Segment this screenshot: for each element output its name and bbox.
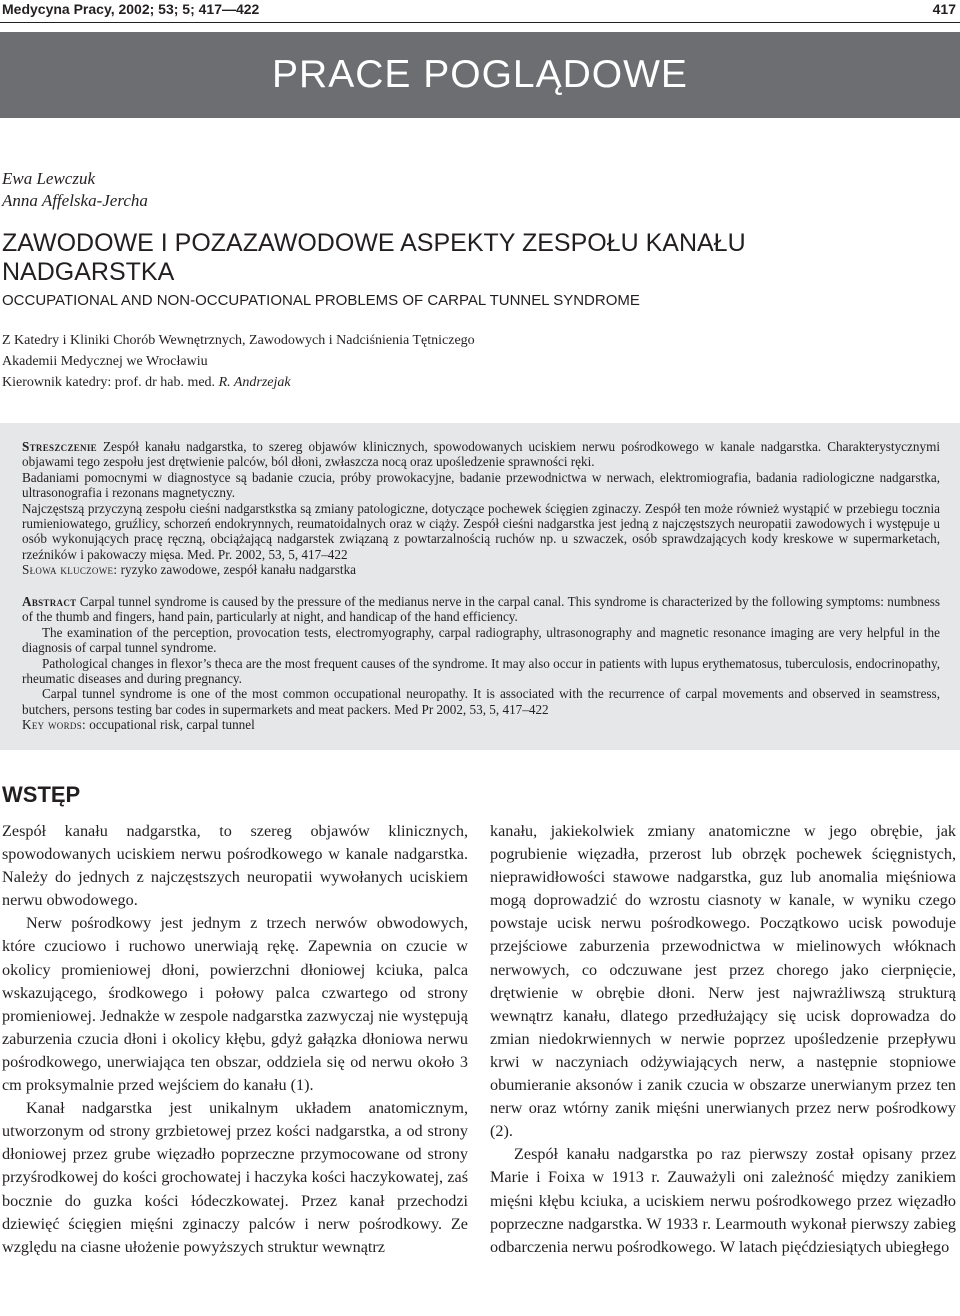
abstract-english xyxy=(22,594,940,733)
streszczenie-text: Zespół kanału nadgarstka, to szereg objawów klinicznych, spowodowanych uciskiem nerwu pośrodkowego w kanale nadgarstka. Charakterystycznymi objawami tego zespołu jest drętwienie palców, ból dłoni, zwłaszcza nocą oraz upośledzenie sprawności ręki. xyxy=(22,439,940,470)
keywords-pl-label: Słowa kluczowe: xyxy=(22,562,118,578)
running-head xyxy=(0,0,960,23)
journal-citation: Medycyna Pracy, 2002; 53; 5; 417—422 xyxy=(2,1,260,17)
article-title xyxy=(2,229,952,287)
abstract-text: Carpal tunnel syndrome is one of the most common occupational neuropathy. It is associated with the recurrence of carpal movements and observed in seamstress, butchers, persons testing bar codes in supermarkets and meat packers. Med Pr 2002, 53, 5, 417–422 xyxy=(22,686,940,717)
body-paragraph: kanału, jakiekolwiek zmiany anatomiczne w jego obrębie, jak pogrubienie więzadła, przerost lub obrzęk pochewek ścięgnistych, nieprawidłowości stawowe nadgarstka, guz lub anomalia mięśniowa mogą doprowadzić do wzrostu ciasnoty w kanale, w wyniku czego powstaje ucisk nerwu pośrodkowego. Początkowo ucisk powoduje przejściowe zaburzenia przewodnictwa w mielinowych włóknach nerwowych, co odczuwane jest przez chorego jako cierpnięcie, drętwienie w obrębie dłoni. Nerw jest najwrażliwszą strukturą wewnątrz kanału, dlatego przedłużający się ucisk doprowadza do zmian niedokrwiennych w nerwie poprzez upośledzenie przepływu krwi w naczyniach odżywiających nerw, a następnie stopniowe obumieranie aksonów i zanik czucia w obszarze unerwianym przez ten nerw oraz wtórny zanik mięśni unerwianych przez nerw pośrodkowy (2). xyxy=(490,822,956,1141)
abstract-text: Pathological changes in flexor’s theca are the most frequent causes of the syndrome. It may also occur in patients with lupus erythematosus, tuberculosis, endocrinopathy, rheumatic diseases and during pregnancy. xyxy=(22,655,940,687)
author-list xyxy=(2,168,148,212)
body-column-left xyxy=(2,820,468,1316)
abstract-text: Carpal tunnel syndrome is caused by the pressure of the medianus nerve in the carpal canal. This syndrome is characterized by the following symptoms: numbness of the thumb and fingers, hand pain, particularly at night, and handicap of the hand efficiency. xyxy=(22,594,941,625)
article-title-english: OCCUPATIONAL AND NON-OCCUPATIONAL PROBLEMS OF CARPAL TUNNEL SYNDROME xyxy=(2,292,640,309)
department-head-name: R. Andrzejak xyxy=(218,375,291,390)
abstract-polish xyxy=(22,439,940,578)
article-title-line: ZAWODOWE I POZAZAWODOWE ASPEKTY ZESPOŁU KANAŁU xyxy=(2,229,746,257)
affiliation xyxy=(2,330,952,393)
keywords-en: occupational risk, carpal tunnel xyxy=(89,717,255,733)
body-paragraph: Kanał nadgarstka jest unikalnym układem anatomicznym, utworzonym od strony grzbietowej przez kości nadgarstka, a od strony dłoniowej przez grube więzadło poprzeczne przymocowane od strony przyśrodkowej do kości grochowatej i haczyka kości haczykowatej, zaś bocznie do guzka kości łódeczkowatej. Przez kanał przechodzi dziewięć ścięgien mięśni zginaczy palców i nerw pośrodkowy. Ze względu na ciasne ułożenie powyższych struktur wewnątrz xyxy=(2,1099,468,1256)
article-title-line: NADGARSTKA xyxy=(2,258,175,286)
author-name: Anna Affelska-Jercha xyxy=(2,191,148,210)
section-banner: PRACE POGLĄDOWE xyxy=(0,32,960,118)
keywords-pl: ryzyko zawodowe, zespół kanału nadgarstka xyxy=(120,562,357,578)
department-head xyxy=(2,372,952,393)
abstract-text: The examination of the perception, provocation tests, electromyography, carpal radiography, ultrasonography and magnetic resonance imaging are very helpful in the diagnosis of carpal tunnel syndrome. xyxy=(22,624,940,656)
department-head-prefix: Kierownik katedry: prof. dr hab. med. xyxy=(2,375,219,390)
author-name: Ewa Lewczuk xyxy=(2,169,96,188)
streszczenie-text: Badaniami pomocnymi w diagnostyce są badanie czucia, próby prowokacyjne, badanie przewodnictwa w nerwach, elektromiografia, badania radiologiczne nadgarstka, ultrasonografia i rezonans magnetyczny. xyxy=(22,469,940,501)
abstract-label: Abstract xyxy=(22,594,77,609)
page-number: 417 xyxy=(932,1,956,17)
keywords-en-label: Key words: xyxy=(22,717,86,733)
body-column-right xyxy=(490,820,956,1316)
streszczenie-text: Najczęstszą przyczyną zespołu cieśni nadgarstkstka są zmiany patologiczne, dotyczące pochewek ścięgien zginaczy. Zespół ten może również wystąpić w przebiegu tocznia rumieniowatego, gruźlicy, schorzeń endokrynnych, reumatoidalnych oraz w ciąży. Zespół cieśni nadgarstka jest jedną z najczęstszych neuropatii zawodowych i występuje u osób wykonujących pracę ręczną, obciążającą nadgarstek związaną z powtarzalnością ruchów np. u szwaczek, osób sprawdzających kody kreskowe w supermarketach, rzeźników i pakowaczy mięsa. Med. Pr. 2002, 53, 5, 417–422 xyxy=(22,500,940,562)
body-paragraph: Nerw pośrodkowy jest jednym z trzech nerwów obwodowych, które czuciowo i ruchowo unerwiają rękę. Zapewnia on czucie w okolicy promieniowej dłoni, powierzchni dłoniowej kciuka, palca wskazującego, środkowego i połowy palca czwartego od strony promieniowej. Jednakże w zespole nadgarstka zazwyczaj nie występują zaburzenia czucia dłoni i okolicy kłębu, gdyż gałązka dłoniowa nerwu pośrodkowego, unerwiająca ten obszar, oddziela się od nerwu około 3 cm proksymalnie przed wejściem do kanału (1). xyxy=(2,914,468,1095)
affiliation-line: Z Katedry i Kliniki Chorób Wewnętrznych, Zawodowych i Nadciśnienia Tętniczego xyxy=(2,333,475,348)
body-paragraph: Zespół kanału nadgarstka po raz pierwszy został opisany przez Marie i Foixa w 1913 r. Zauważyli oni zależność między zanikiem mięśni kłębu kciuka, a uciskiem nerwu pośrodkowego przez więzadło poprzeczne nadgarstka. W 1933 r. Learmouth wykonał pierwszy zabieg odbarczenia nerwu pośrodkowego. W latach pięćdziesiątych ubiegłego xyxy=(490,1145,956,1256)
section-heading: WSTĘP xyxy=(2,782,81,807)
body-paragraph: Zespół kanału nadgarstka, to szereg objawów klinicznych, spowodowanych uciskiem nerwu pośrodkowego w kanale nadgarstka. Należy do jednych z najczęstszych neuropatii wywołanych uciskiem nerwu obwodowego. xyxy=(2,822,468,910)
affiliation-line: Akademii Medycznej we Wrocławiu xyxy=(2,354,208,369)
streszczenie-label: Streszczenie xyxy=(22,439,97,454)
